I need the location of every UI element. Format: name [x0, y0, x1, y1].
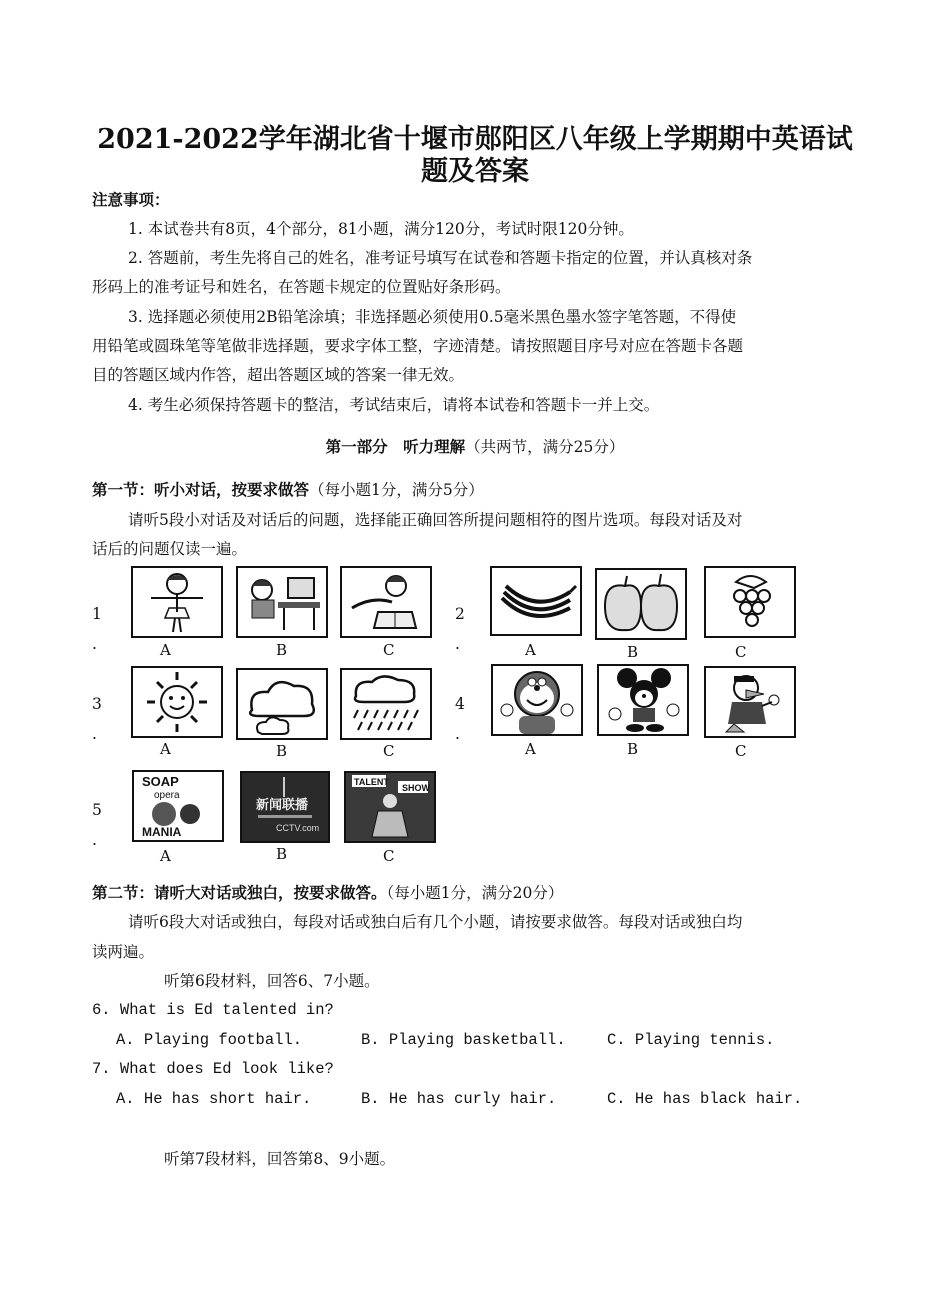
- notice-item-3a: 3. 选择题必须使用2B铅笔涂填；非选择题必须使用0.5毫米黑色墨水签字笔答题，不得使: [128, 308, 737, 326]
- q4-label-b: B: [627, 740, 639, 758]
- notice-item-4: 4. 考生必须保持答题卡的整洁，考试结束后，请将本试卷和答题卡一并上交。: [128, 396, 660, 414]
- q4-label-a: A: [525, 740, 536, 758]
- notice-item-2a: 2. 答题前，考生先将自己的姓名，准考证号填写在试卷和答题卡指定的位置，并认真核对条: [128, 249, 753, 267]
- notice-item-2b: 形码上的准考证号和姓名，在答题卡规定的位置贴好条形码。: [92, 278, 511, 296]
- material-6-instruction: 听第6段材料，回答6、7小题。: [164, 972, 380, 990]
- question-6-stem: 6. What is Ed talented in?: [92, 1001, 334, 1019]
- q4-dot: .: [455, 725, 460, 743]
- q1-image-a-girl-dancing: [131, 566, 223, 638]
- q2-image-b-apples: [595, 568, 687, 640]
- notice-heading: 注意事项：: [92, 190, 170, 209]
- q3-dot: .: [92, 725, 97, 743]
- q1-image-b-boy-computer: [236, 566, 328, 638]
- q5-number: 5: [92, 801, 102, 819]
- q2-dot: .: [455, 635, 460, 653]
- q5-image-b-news: [240, 771, 330, 843]
- q5-soap-text: SOAP: [142, 774, 179, 789]
- q4-image-a-doraemon: [491, 664, 583, 736]
- q3-image-b-cloudy: [236, 668, 328, 740]
- q5-opera-text: opera: [154, 790, 180, 801]
- section2-heading-bold: 第二节：请听大对话或独白，按要求做答。: [92, 883, 387, 902]
- q3-label-c: C: [383, 742, 395, 760]
- q4-label-c: C: [735, 742, 747, 760]
- q2-label-a: A: [525, 641, 536, 659]
- q5-mania-text: MANIA: [142, 825, 182, 839]
- page-title-line1: 2021-2022学年湖北省十堰市郧阳区八年级上学期期中英语试: [97, 124, 853, 155]
- q5-image-c-talent-show: [344, 771, 436, 843]
- section1-heading-bold: 第一节：听小对话，按要求做答: [92, 480, 310, 499]
- section1-heading: [92, 480, 484, 500]
- question-6-option-c: C. Playing tennis.: [607, 1031, 775, 1049]
- q5-image-a-soap-opera: [132, 770, 224, 842]
- question-6-option-a: A. Playing football.: [116, 1031, 303, 1049]
- q4-image-b-mickey: [597, 664, 689, 736]
- question-7-stem: 7. What does Ed look like?: [92, 1060, 334, 1078]
- notice-item-3b: 用铅笔或圆珠笔等笔做非选择题，要求字体工整，字迹清楚。请按照题目序号对应在答题卡各题: [92, 337, 744, 355]
- q2-label-b: B: [627, 643, 639, 661]
- q2-label-c: C: [735, 643, 747, 661]
- notice-item-3c: 目的答题区域内作答，超出答题区域的答案一律无效。: [92, 366, 465, 384]
- q3-image-c-rainy: [340, 668, 432, 740]
- q1-label-a: A: [160, 641, 171, 659]
- section2-heading: [92, 883, 563, 903]
- part1-heading-rest: （共两节，满分25分）: [465, 438, 625, 456]
- q5-news-text: 新闻联播: [256, 798, 309, 813]
- q5-label-a: A: [160, 847, 171, 865]
- q1-image-c-girl-reading: [340, 566, 432, 638]
- part1-heading-bold: 第一部分 听力理解: [325, 437, 466, 456]
- notice-item-1: 1. 本试卷共有8页，4个部分，81小题，满分120分，考试时限120分钟。: [128, 220, 634, 238]
- q2-image-c-grapes: [704, 566, 796, 638]
- question-7-option-a: A. He has short hair.: [116, 1090, 312, 1108]
- question-6-option-b: B. Playing basketball.: [361, 1031, 566, 1049]
- section1-instruction-a: 请听5段小对话及对话后的问题，选择能正确回答所提问题相符的图片选项。每段对话及对: [128, 511, 743, 529]
- section2-instruction-a: 请听6段大对话或独白，每段对话或独白后有几个小题，请按要求做答。每段对话或独白均: [128, 913, 743, 931]
- section1-instruction-b: 话后的问题仅读一遍。: [92, 540, 248, 558]
- q3-number: 3: [92, 695, 102, 713]
- q4-number: 4: [455, 695, 465, 713]
- q2-image-a-bananas: [490, 566, 582, 636]
- q5-cctv-text: CCTV.com: [276, 823, 320, 833]
- q5-label-b: B: [276, 845, 288, 863]
- section2-heading-rest: （每小题1分，满分20分）: [386, 884, 564, 902]
- q4-image-c-donald: [704, 666, 796, 738]
- q1-label-b: B: [276, 641, 288, 659]
- material-7-instruction: 听第7段材料，回答第8、9小题。: [164, 1150, 396, 1168]
- q5-show-text: SHOW: [402, 783, 430, 793]
- section1-heading-rest: （每小题1分，满分5分）: [309, 481, 484, 499]
- q3-label-b: B: [276, 742, 288, 760]
- q1-label-c: C: [383, 641, 395, 659]
- q1-number: 1: [92, 605, 102, 623]
- section2-instruction-b: 读两遍。: [92, 943, 155, 961]
- page-title-line2: 题及答案: [421, 156, 529, 187]
- q5-talent-text: TALENT: [354, 777, 389, 787]
- q3-label-a: A: [160, 740, 171, 758]
- question-7-option-c: C. He has black hair.: [607, 1090, 803, 1108]
- q2-number: 2: [455, 605, 465, 623]
- q5-label-c: C: [383, 847, 395, 865]
- part1-heading: [0, 437, 950, 457]
- q5-dot: .: [92, 831, 97, 849]
- q3-image-a-sunny: [131, 666, 223, 738]
- question-7-option-b: B. He has curly hair.: [361, 1090, 557, 1108]
- q1-dot: .: [92, 635, 97, 653]
